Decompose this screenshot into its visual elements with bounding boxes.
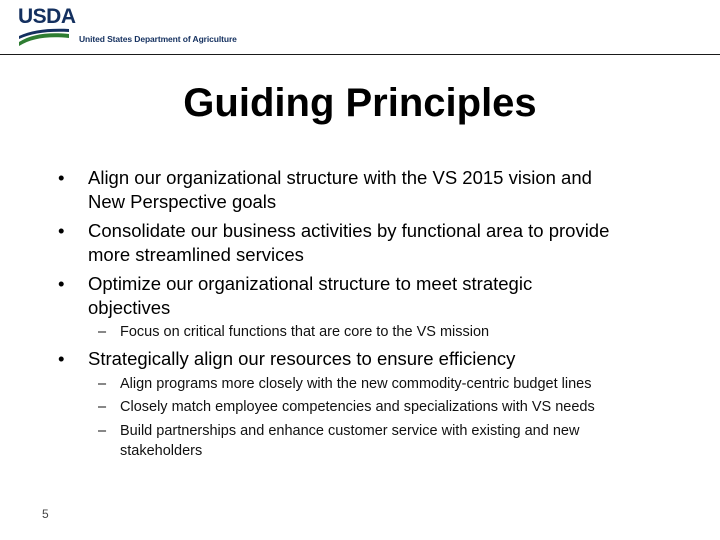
bullet-marker: •	[58, 220, 65, 241]
sub-bullet-marker: –	[98, 324, 107, 340]
bullet-line: New Perspective goals	[88, 191, 277, 212]
sub-bullet-item	[120, 323, 680, 343]
sub-bullet-marker: –	[98, 399, 107, 415]
bullet-line: Consolidate our business activities by functional area to provide	[88, 220, 610, 241]
slide-title: Guiding Principles	[183, 81, 537, 125]
usda-logo-subtitle: United States Department of Agriculture	[79, 34, 237, 44]
sub-bullet-item	[120, 398, 680, 418]
usda-logo	[18, 5, 258, 48]
page-number: 5	[42, 507, 49, 521]
bullet-marker: •	[58, 167, 65, 188]
bullet-marker: •	[58, 273, 65, 294]
bullet-line: Optimize our organizational structure to meet strategic	[88, 273, 533, 294]
sub-bullet-marker: –	[98, 423, 107, 439]
bullet-line: objectives	[88, 297, 171, 318]
bullet-line: Strategically align our resources to ensure efficiency	[88, 348, 516, 369]
bullet-item	[88, 347, 673, 371]
bullet-item	[88, 272, 673, 320]
sub-bullet-line: Closely match employee competencies and specializations with VS needs	[120, 399, 595, 415]
sub-bullet-marker: –	[98, 376, 107, 392]
bullet-line: Align our organizational structure with the VS 2015 vision and	[88, 167, 592, 188]
sub-bullet-line: stakeholders	[120, 442, 203, 459]
sub-bullet-line: Focus on critical functions that are core to the VS mission	[120, 324, 490, 340]
bullet-item	[88, 219, 673, 267]
sub-bullet-line: Align programs more closely with the new commodity-centric budget lines	[120, 376, 592, 392]
header-divider	[0, 54, 720, 55]
usda-logo-word: USDA	[18, 5, 76, 28]
bullet-marker: •	[58, 348, 65, 369]
sub-bullet-line: Build partnerships and enhance customer service with existing and new	[120, 423, 580, 439]
sub-bullet-item	[120, 375, 680, 395]
bullet-item	[88, 166, 673, 214]
bullet-line: more streamlined services	[88, 244, 304, 265]
sub-bullet-item	[120, 422, 680, 461]
